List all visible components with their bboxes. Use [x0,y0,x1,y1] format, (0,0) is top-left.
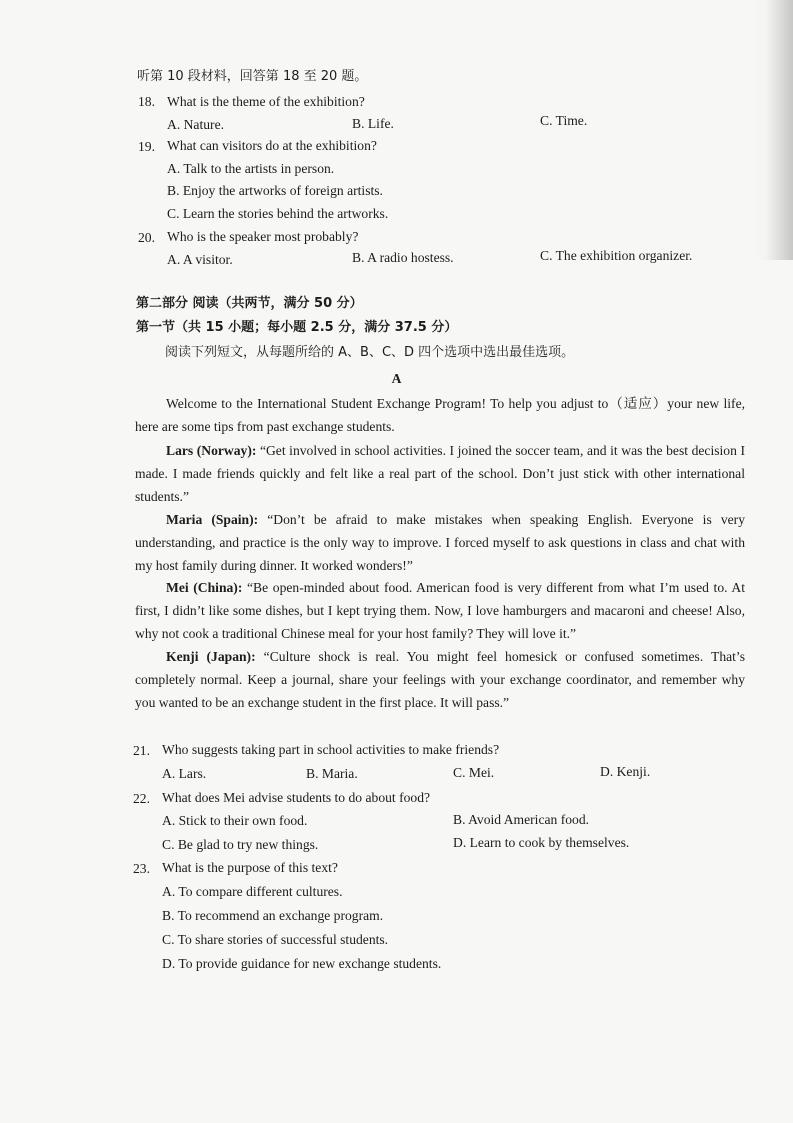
tip-paragraph [135,576,745,645]
section-title: 第一节（共 15 小题；每小题 2.5 分，满分 37.5 分） [136,320,458,335]
option: A. A visitor. [167,252,233,267]
option: C. Time. [540,113,588,128]
option: A. Talk to the artists in person. [167,161,335,176]
option: C. Mei. [453,765,495,780]
tip-text: “Don’t be afraid to make mistakes when speaking English. Everyone is very understanding, and practice is the only way to improve. I forced myself to ask questions in class and chat with my host family during dinner. It worked wonders!” [135,512,745,573]
option: A. To compare different cultures. [162,884,343,899]
option: A. Nature. [167,117,224,132]
tip-paragraph [135,439,745,508]
speaker-name: Maria (Spain): [166,512,259,527]
speaker-name: Mei (China): [166,580,243,595]
option: C. Be glad to try new things. [162,837,319,852]
listening-instruction: 听第 10 段材料，回答第 18 至 20 题。 [137,69,368,84]
option: C. Learn the stories behind the artworks. [167,206,389,221]
reading-instruction: 阅读下列短文，从每题所给的 A、B、C、D 四个选项中选出最佳选项。 [165,345,575,360]
page-edge-shadow [755,0,793,260]
question-stem: What is the theme of the exhibition? [167,94,365,109]
speaker-name: Lars (Norway): [166,443,257,458]
tip-paragraph [135,508,745,577]
question-number: 19. [138,139,155,154]
tip-paragraph [135,645,745,714]
question-stem: What does Mei advise students to do about food? [162,790,431,805]
tip-text: “Culture shock is real. You might feel homesick or confused sometimes. That’s completely normal. Keep a journal, share your feelings with your exchange coordinator, and remember why you wanted to be an exchange student in the first place. It will pass.” [135,649,746,710]
tip-text: “Get involved in school activities. I joined the soccer team, and it was the best decision I made. I made friends quickly and felt like a real part of the school. Don’t just stick with other international students.” [135,443,745,504]
option: C. To share stories of successful students. [162,932,389,947]
question-number: 23. [133,861,150,876]
option: B. Avoid American food. [453,812,590,827]
question-number: 18. [138,94,155,109]
option: D. Learn to cook by themselves. [453,835,630,850]
question-number: 20. [138,230,155,245]
option: D. Kenji. [600,764,651,779]
option: D. To provide guidance for new exchange students. [162,956,442,971]
question-number: 22. [133,791,150,806]
question-stem: What is the purpose of this text? [162,860,338,875]
option: A. Lars. [162,766,207,781]
option: B. To recommend an exchange program. [162,908,384,923]
option: B. Life. [352,116,394,131]
option: A. Stick to their own food. [162,813,308,828]
passage-intro: Welcome to the International Student Exchange Program! To help you adjust to（适应）your new life, here are some tips from past exchange students. [135,396,745,434]
speaker-name: Kenji (Japan): [166,649,256,664]
question-stem: What can visitors do at the exhibition? [167,138,377,153]
passage-label: A [391,371,402,386]
option: C. The exhibition organizer. [540,248,693,263]
option: B. Enjoy the artworks of foreign artists. [167,183,383,198]
part-title: 第二部分 阅读（共两节，满分 50 分） [136,296,363,311]
question-stem: Who suggests taking part in school activities to make friends? [162,742,500,757]
option: B. A radio hostess. [352,250,454,265]
option: B. Maria. [306,766,358,781]
question-stem: Who is the speaker most probably? [167,229,359,244]
question-number: 21. [133,743,150,758]
tip-text: “Be open-minded about food. American food is very different from what I’m used to. At first, I didn’t like some dishes, but I kept trying them. Now, I love hamburgers and macaroni and cheese! Also, why not cook a traditional Chinese meal for your host family? They will love it.” [135,580,745,641]
